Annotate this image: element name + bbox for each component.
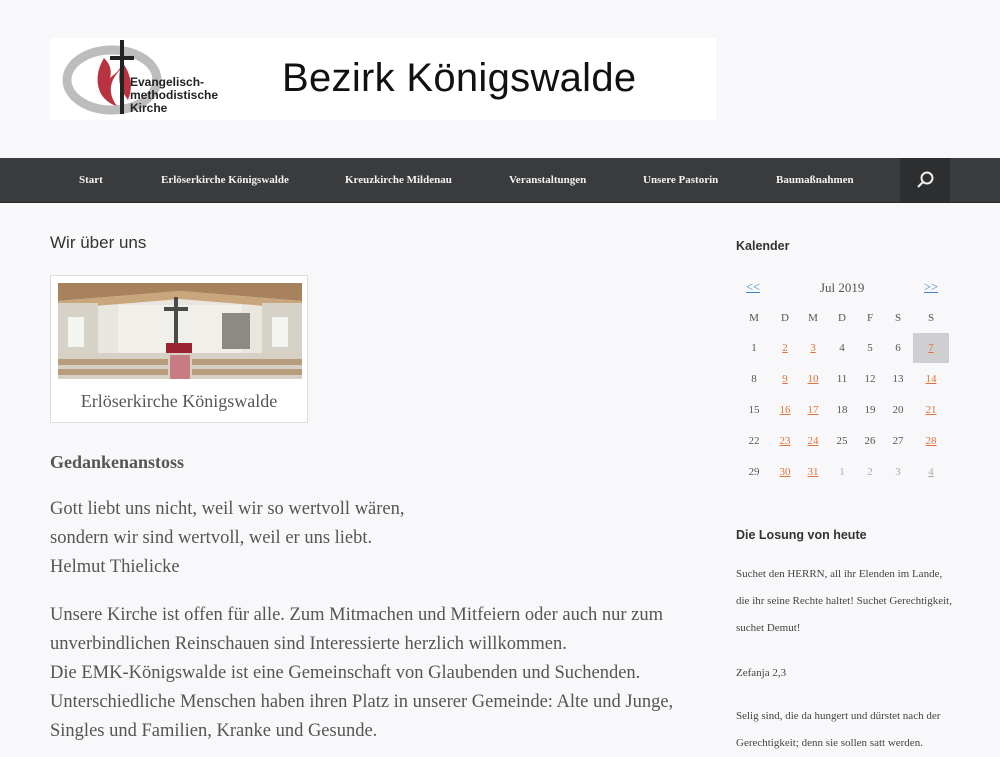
- calendar-weekday: S: [894, 312, 902, 324]
- calendar-day[interactable]: 24: [807, 435, 819, 447]
- losung-text-2: [736, 703, 952, 757]
- calendar-weekday: D: [781, 312, 789, 324]
- calendar-day: 1: [839, 466, 845, 478]
- nav-item-baumassnahmen[interactable]: Baumaßnahmen: [776, 174, 854, 186]
- calendar-day: 12: [864, 373, 876, 385]
- calendar-day: 2: [867, 466, 873, 478]
- losung-line: suchet Demut!: [736, 622, 801, 634]
- calendar-weekday: F: [866, 312, 874, 324]
- calendar-weekday: M: [808, 312, 818, 324]
- search-button[interactable]: [900, 158, 950, 202]
- calendar-day: 29: [748, 466, 760, 478]
- calendar-weekday: D: [838, 312, 846, 324]
- calendar-day: 19: [864, 404, 876, 416]
- calendar-day[interactable]: 23: [779, 435, 791, 447]
- quote-line: sondern wir sind wertvoll, weil er uns liebt.: [50, 528, 373, 548]
- calendar-day: 13: [892, 373, 904, 385]
- page-title: Wir über uns: [50, 233, 147, 252]
- calendar-day: 27: [892, 435, 904, 447]
- losung-line: Selig sind, die da hungert und dürstet nach der: [736, 710, 941, 722]
- figure-caption: Erlöserkirche Königswalde: [80, 391, 278, 411]
- nav-item-kreuzkirche[interactable]: Kreuzkirche Mildenau: [345, 174, 452, 186]
- calendar-day: 5: [867, 342, 873, 354]
- body-line: Die EMK-Königswalde ist eine Gemeinschaft von Glaubenden und Suchenden.: [50, 663, 641, 683]
- calendar-next-link[interactable]: >>: [924, 280, 939, 294]
- quote-author: Helmut Thielicke: [50, 557, 180, 577]
- site-header: [0, 0, 1000, 158]
- calendar-prev-link[interactable]: <<: [746, 280, 761, 294]
- nav-item-erloeserkirche[interactable]: Erlöserkirche Königswalde: [161, 174, 289, 186]
- calendar-day[interactable]: 21: [925, 404, 937, 416]
- calendar-day: 18: [836, 404, 848, 416]
- calendar-day: 3: [895, 466, 901, 478]
- calendar-title: Kalender: [736, 239, 790, 253]
- calendar-day[interactable]: 30: [779, 466, 791, 478]
- calendar-day: 11: [836, 373, 848, 385]
- calendar-day[interactable]: 2: [782, 342, 788, 354]
- calendar-day: 8: [751, 373, 757, 385]
- losung-text-1: [736, 561, 952, 642]
- calendar-day: 4: [928, 466, 934, 478]
- search-icon: [900, 158, 950, 202]
- nav-item-pastorin[interactable]: Unsere Pastorin: [643, 174, 719, 186]
- calendar-day[interactable]: 7: [913, 333, 949, 363]
- church-figure[interactable]: [50, 275, 308, 423]
- calendar-month: Jul 2019: [820, 280, 865, 295]
- calendar-day[interactable]: 10: [807, 373, 819, 385]
- calendar-day: 22: [748, 435, 760, 447]
- calendar-day[interactable]: 28: [925, 435, 937, 447]
- losung-reference: Zefanja 2,3: [736, 667, 787, 679]
- calendar-day: 1: [751, 342, 757, 354]
- calendar-day: 26: [864, 435, 876, 447]
- calendar-day[interactable]: 9: [782, 373, 788, 385]
- calendar-day: 6: [895, 342, 901, 354]
- calendar-day[interactable]: 3: [810, 342, 816, 354]
- body-line: Singles und Familien, Kranke und Gesunde.: [50, 721, 378, 741]
- calendar-day[interactable]: 14: [925, 373, 937, 385]
- calendar-day[interactable]: 16: [779, 404, 791, 416]
- losung-line: Gerechtigkeit; denn sie sollen satt werden.: [736, 737, 923, 749]
- calendar-weekday: M: [749, 312, 759, 324]
- header-banner[interactable]: [50, 38, 716, 120]
- logo-text: Evangelisch- methodistische Kirche: [130, 75, 219, 115]
- site-title: Bezirk Königswalde: [282, 56, 637, 100]
- calendar-day: 25: [836, 435, 848, 447]
- calendar-day: 20: [892, 404, 904, 416]
- calendar-day[interactable]: 31: [807, 466, 819, 478]
- calendar-day[interactable]: 17: [807, 404, 819, 416]
- calendar-day: 4: [839, 342, 845, 354]
- nav-item-veranstaltungen[interactable]: Veranstaltungen: [509, 174, 587, 186]
- calendar-day: 15: [748, 404, 760, 416]
- quote-paragraph: [50, 495, 405, 582]
- body-line: Unsere Kirche ist offen für alle. Zum Mitmachen und Mitfeiern oder auch nur zum: [50, 605, 664, 625]
- church-interior-image: [58, 283, 302, 379]
- calendar-weekday: S: [927, 312, 935, 324]
- main-navigation: [0, 158, 1000, 203]
- body-line: Unterschiedliche Menschen haben ihren Platz in unserer Gemeinde: Alte und Junge,: [50, 692, 674, 712]
- body-line: unverbindlichen Reinschauen sind Interessierte herzlich willkommen.: [50, 634, 567, 654]
- section-heading: Gedankenanstoss: [50, 452, 185, 472]
- losung-line: die ihr seine Rechte haltet! Suchet Gerechtigkeit,: [736, 595, 952, 607]
- quote-line: Gott liebt uns nicht, weil wir so wertvoll wären,: [50, 499, 405, 519]
- losung-title: Die Losung von heute: [736, 528, 867, 542]
- nav-item-start[interactable]: Start: [79, 174, 103, 186]
- intro-paragraph: [50, 601, 673, 746]
- losung-line: Suchet den HERRN, all ihr Elenden im Lande,: [736, 568, 943, 580]
